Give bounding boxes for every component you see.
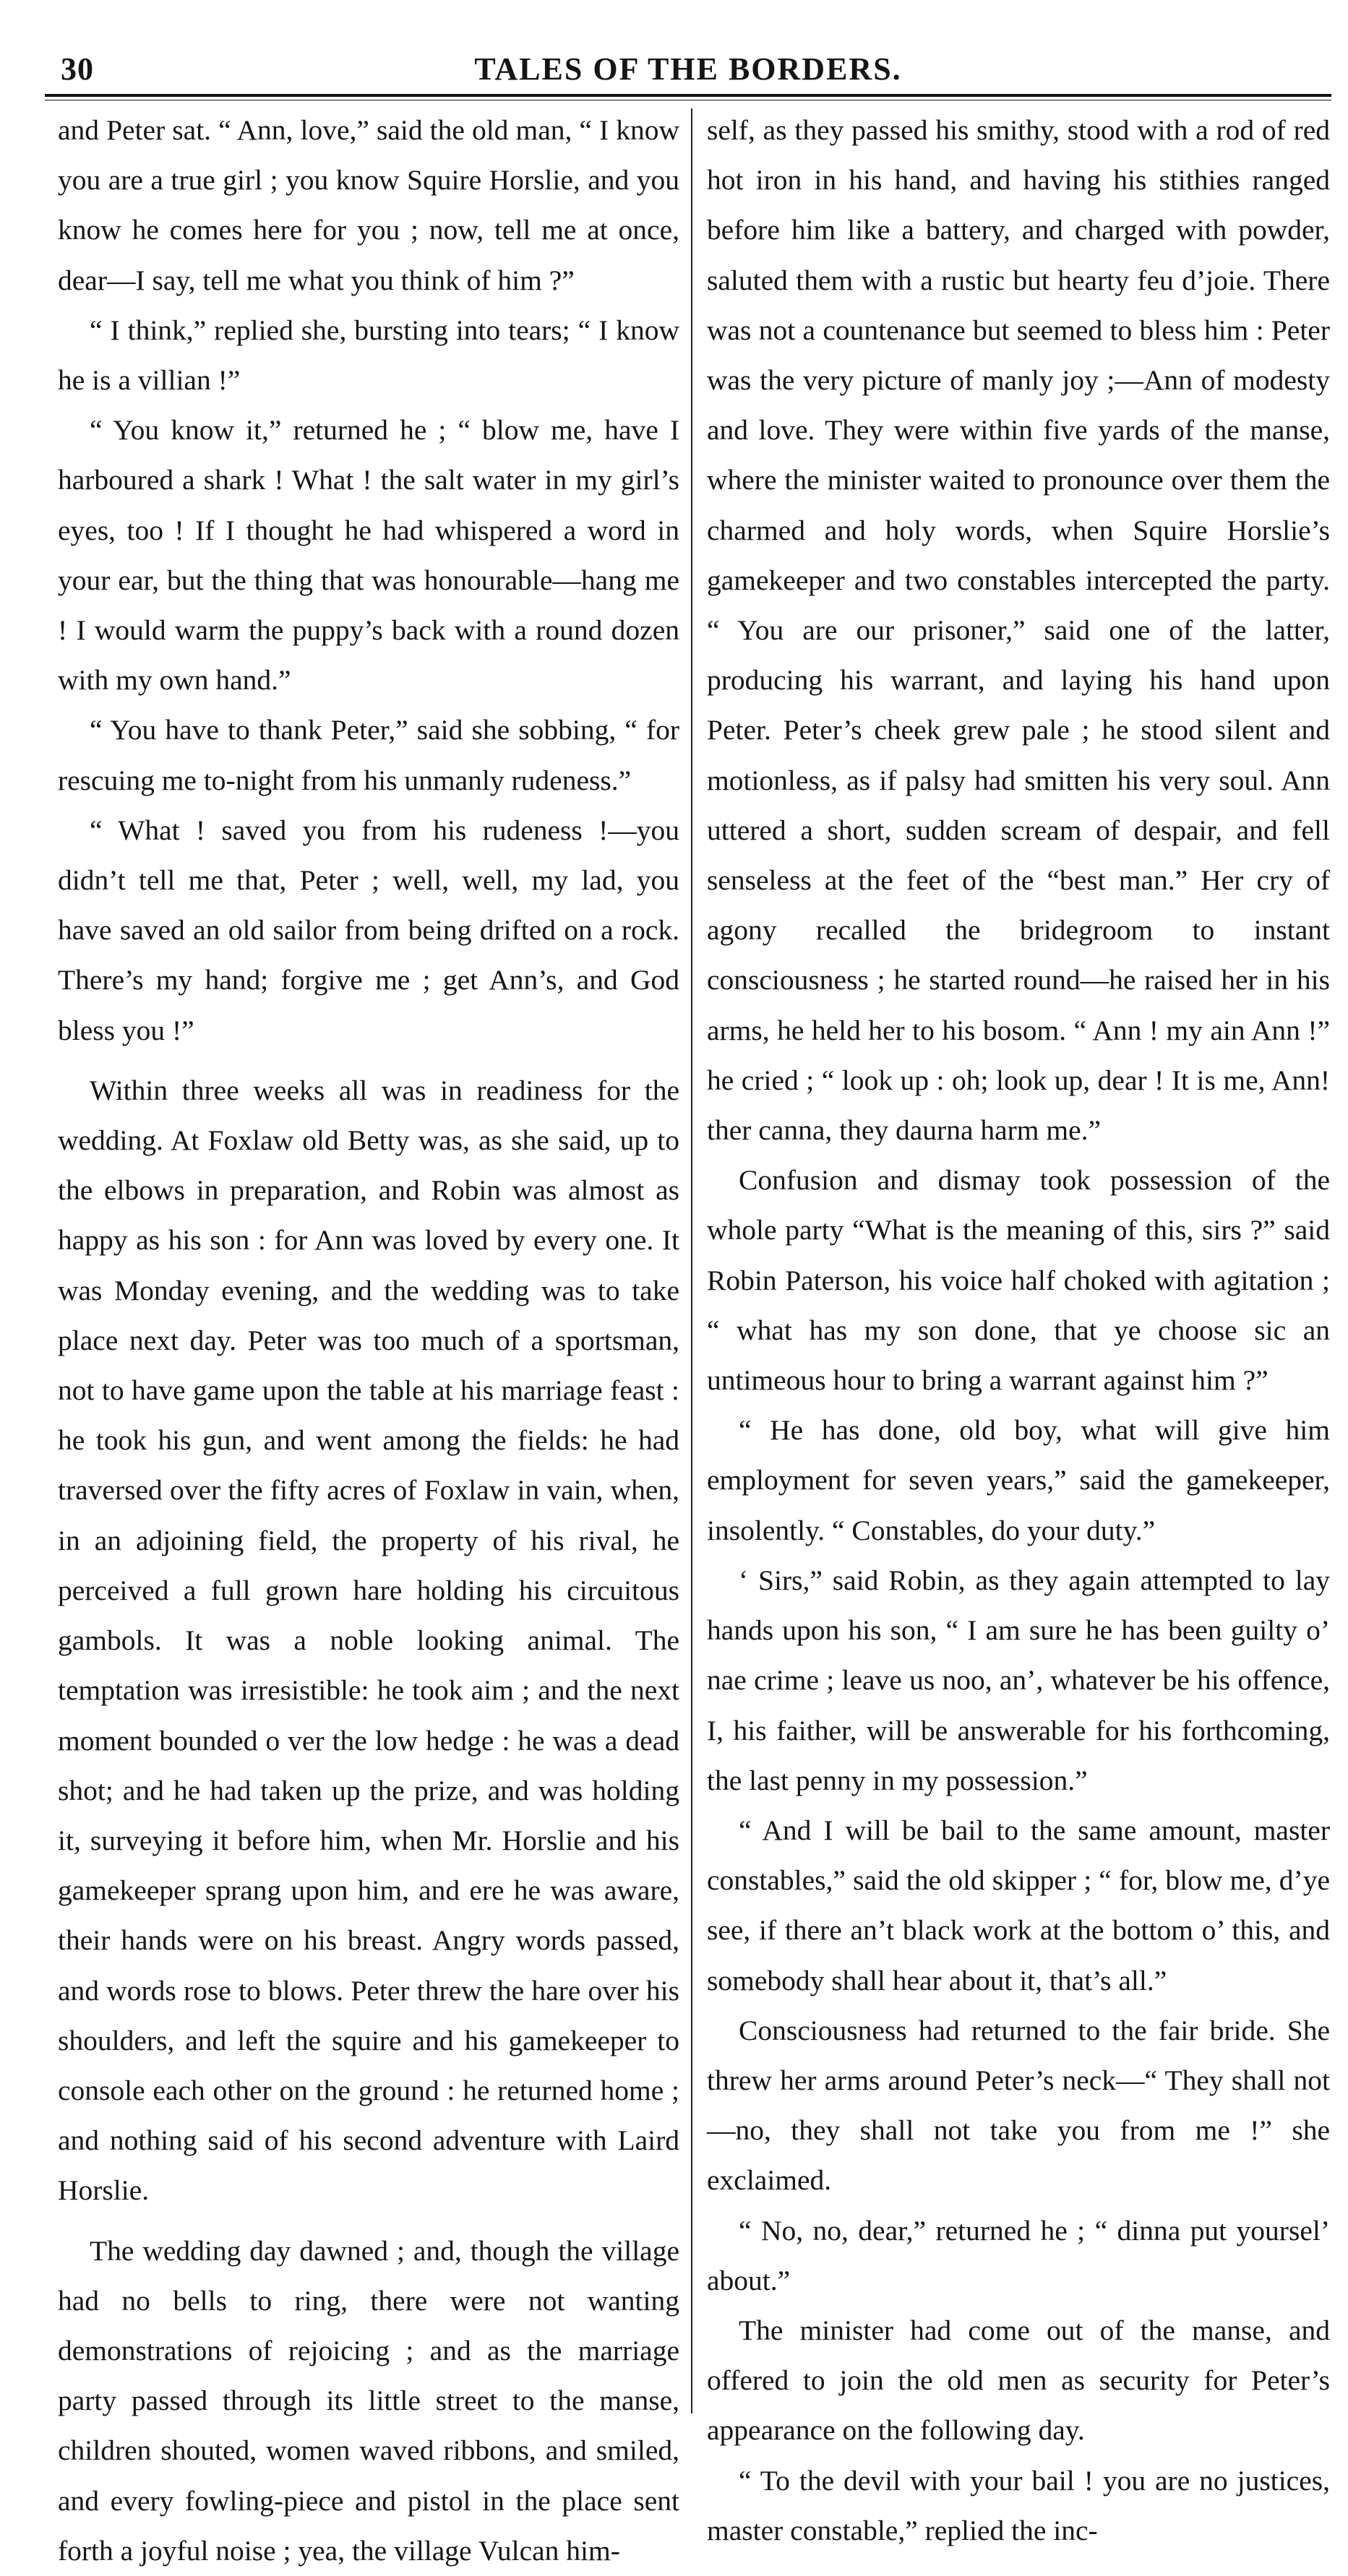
page-number: 30 — [61, 51, 94, 87]
page-header — [45, 45, 1331, 88]
paragraph: “ I think,” replied she, bursting into tears; “ I know he is a villian !” — [58, 314, 679, 397]
header-rule — [45, 94, 1331, 97]
paragraph: The minister had come out of the manse, and offered to join the old men as security for Peter’s appearance on the following day. — [707, 2314, 1330, 2447]
paragraph: “ No, no, dear,” returned he ; “ dinna put yoursel’ about.” — [707, 2214, 1330, 2296]
paragraph: “ He has done, old boy, what will give him employment for seven years,” said the gamekeeper, insolently. “ Constables, do your duty.” — [707, 1414, 1330, 1546]
paragraph: “ You know it,” returned he ; “ blow me, have I harboured a shark ! What ! the salt water in my girl’s eyes, too ! If I thought he had whispered a word in your ear, but the thing that was honourable—hang me ! I would warm the puppy’s back with a round dozen with my own hand.” — [58, 414, 679, 697]
paragraph: self, as they passed his smithy, stood with a rod of red hot iron in his hand, and having his stithies ranged before him like a battery, and charged with powder, saluted them with a rustic but hearty feu d’joie. There was not a countenance but seemed to bless him : Peter was the very picture of manly joy ;—Ann of modesty and love. They were within five yards of the manse, where the minister waited to pronounce over them the charmed and holy words, when Squire Horslie’s gamekeeper and two constables intercepted the party. “ You are our prisoner,” said one of the latter, producing his warrant, and laying his hand upon Peter. Peter’s cheek grew pale ; he stood silent and motionless, as if palsy had smitten his very soul. Ann uttered a short, sudden scream of despair, and fell senseless at the feet of the “best man.” Her cry of agony recalled the bridegroom to instant consciousness ; he started round—he raised her in his arms, he held her to his bosom. “ Ann ! my ain Ann !” he cried ; “ look up : oh; look up, dear ! It is me, Ann! ther canna, they daurna harm me.” — [707, 114, 1330, 1147]
right-column — [707, 105, 1330, 2546]
column-divider — [691, 108, 692, 2413]
left-column — [58, 105, 679, 2567]
paragraph: “ To the devil with your bail ! you are no justices, master constable,” replied the inc- — [707, 2464, 1330, 2546]
paragraph: “ What ! saved you from his rudeness !—you didn’t tell me that, Peter ; well, well, my lad, you have saved an old sailor from being drifted on a rock. There’s my hand; forgive me ; get Ann’s, and God bless you !” — [58, 814, 679, 1046]
paragraph: The wedding day dawned ; and, though the village had no bells to ring, there were not wanting demonstrations of rejoicing ; and as the marriage party passed through its little street to the manse, children shouted, women waved ribbons, and smiled, and every fowling-piece and pistol in the place sent forth a joyful noise ; yea, the village Vulcan him- — [58, 2234, 679, 2567]
paragraph: and Peter sat. “ Ann, love,” said the old man, “ I know you are a true girl ; you know Squire Horslie, and you know he comes here for you ; now, tell me at once, dear—I say, tell me what you think of him ?” — [58, 114, 679, 296]
paragraph: Confusion and dismay took possession of the whole party “What is the meaning of this, sirs ?” said Robin Paterson, his voice half choked with agitation ; “ what has my son done, that ye choose sic an untimeous hour to bring a warrant against him ?” — [707, 1164, 1330, 1397]
paragraph: “ You have to thank Peter,” said she sobbing, “ for rescuing me to-night from his unmanly rudeness.” — [58, 714, 679, 796]
running-title: TALES OF THE BORDERS. — [474, 51, 902, 87]
paragraph: ‘ Sirs,” said Robin, as they again attempted to lay hands upon his son, “ I am sure he has been guilty o’ nae crime ; leave us noo, an’, whatever be his offence, I, his faither, will be answerable for his forthcoming, the last penny in my possession.” — [707, 1564, 1330, 1796]
paragraph: Consciousness had returned to the fair bride. She threw her arms around Peter’s neck—“ They shall not—no, they shall not take you from me !” she exclaimed. — [707, 2014, 1330, 2197]
paragraph: Within three weeks all was in readiness for the wedding. At Foxlaw old Betty was, as she said, up to the elbows in preparation, and Robin was almost as happy as his son : for Ann was loved by every one. It was Monday evening, and the wedding was to take place next day. Peter was too much of a sportsman, not to have game upon the table at his marriage feast : he took his gun, and went among the fields: he had traversed over the fifty acres of Foxlaw in vain, when, in an adjoining field, the property of his rival, he perceived a full grown hare holding his circuitous gambols. It was a noble looking animal. The temptation was irresistible: he took aim ; and the next moment bounded o ver the low hedge : he was a dead shot; and he had taken up the prize, and was holding it, surveying it before him, when Mr. Horslie and his gamekeeper sprang upon him, and ere he was aware, their hands were on his breast. Angry words passed, and words rose to blows. Peter threw the hare over his shoulders, and left the squire and his gamekeeper to console each other on the ground : he returned home ; and nothing said of his second adventure with Laird Horslie. — [58, 1074, 679, 2207]
paragraph: “ And I will be bail to the same amount, master constables,” said the old skipper ; “ for, blow me, d’ye see, if there an’t black work at the bottom o’ this, and somebody shall hear about it, that’s all.” — [707, 1814, 1330, 1996]
